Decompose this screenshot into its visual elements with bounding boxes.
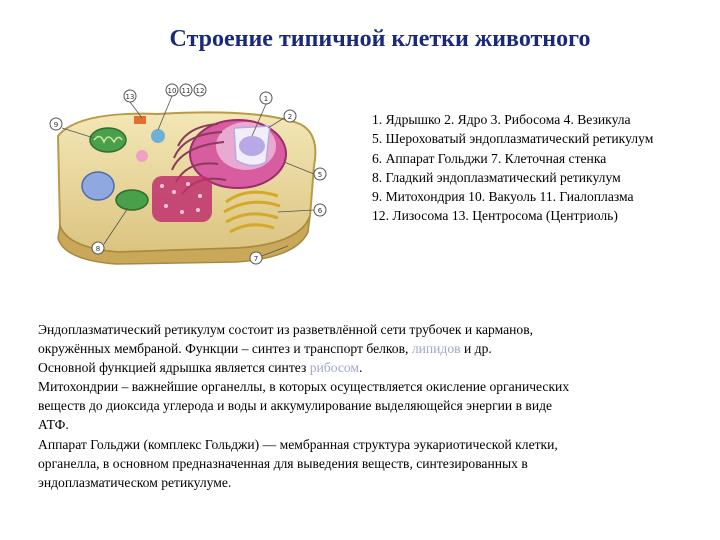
page-title: Строение типичной клетки животного (169, 26, 591, 52)
centrosome (134, 116, 146, 124)
svg-text:7: 7 (253, 255, 259, 263)
paragraph-line: Аппарат Гольджи (комплекс Гольджи) — мембранная структура эукариотической клетки, (38, 436, 558, 452)
svg-text:9: 9 (53, 121, 59, 129)
lysosome (151, 129, 165, 143)
paragraph-line: Митохондрии – важнейшие органеллы, в которых осуществляется окисление органических (38, 379, 570, 395)
lipids-link[interactable]: липидов (411, 341, 461, 357)
callout-11 (180, 84, 192, 96)
legend-line: 6. Аппарат Гольджи 7. Клеточная стенка (372, 150, 607, 166)
paragraph-line: АТФ. (38, 417, 69, 433)
paragraph-line: Эндоплазматический ретикулум состоит из разветвлённой сети трубочек и карманов, (38, 322, 534, 337)
vesicle (136, 150, 148, 162)
legend-line: 1. Ядрышко 2. Ядро 3. Рибосома 4. Везикула (372, 112, 631, 127)
paragraph-line: окружённых мембраной. Функции – синтез и транспорт белков, липидов и др. (38, 341, 492, 357)
svg-text:2: 2 (287, 113, 293, 121)
callout-10 (166, 84, 178, 96)
ribosomes-link[interactable]: рибосом (309, 360, 360, 376)
nucleolus (239, 136, 265, 156)
animal-cell-diagram (38, 76, 338, 266)
vacuole (82, 172, 114, 200)
paragraph-line: эндоплазматическом ретикулуме. (38, 474, 232, 490)
svg-text:8: 8 (95, 245, 101, 253)
callout-9 (50, 118, 62, 130)
callout-1 (260, 92, 272, 104)
callout-13 (124, 90, 136, 102)
legend-line: 5. Шероховатый эндоплазматический ретикулум (372, 131, 654, 147)
callout-2 (284, 110, 296, 122)
svg-text:1: 1 (263, 95, 269, 103)
svg-text:5: 5 (317, 171, 323, 179)
svg-text:13: 13 (125, 93, 135, 101)
callout-5 (314, 168, 326, 180)
svg-text:11: 11 (181, 87, 191, 95)
description-text (38, 320, 688, 492)
callout-12 (194, 84, 206, 96)
legend-line: 9. Митохондрия 10. Вакуоль 11. Гиалоплазма (372, 189, 634, 205)
svg-text:12: 12 (195, 87, 205, 95)
svg-text:6: 6 (317, 207, 323, 215)
paragraph-line: Основной функцией ядрышка является синтез рибосом. (38, 360, 363, 376)
legend-line: 12. Лизосома 13. Центросома (Центриоль) (372, 208, 618, 224)
legend-line: 8. Гладкий эндоплазматический ретикулум (372, 169, 621, 185)
svg-text:10: 10 (167, 87, 177, 95)
smooth-er (152, 176, 212, 222)
callout-7 (250, 252, 262, 264)
callout-6 (314, 204, 326, 216)
diagram-legend (372, 110, 716, 226)
paragraph-line: веществ до диоксида углерода и воды и аккумулирование выделяющейся энергии в виде (38, 398, 553, 414)
callout-8 (92, 242, 104, 254)
paragraph-line: органелла, в основном предназначенная для выведения веществ, синтезированных в (38, 455, 528, 471)
